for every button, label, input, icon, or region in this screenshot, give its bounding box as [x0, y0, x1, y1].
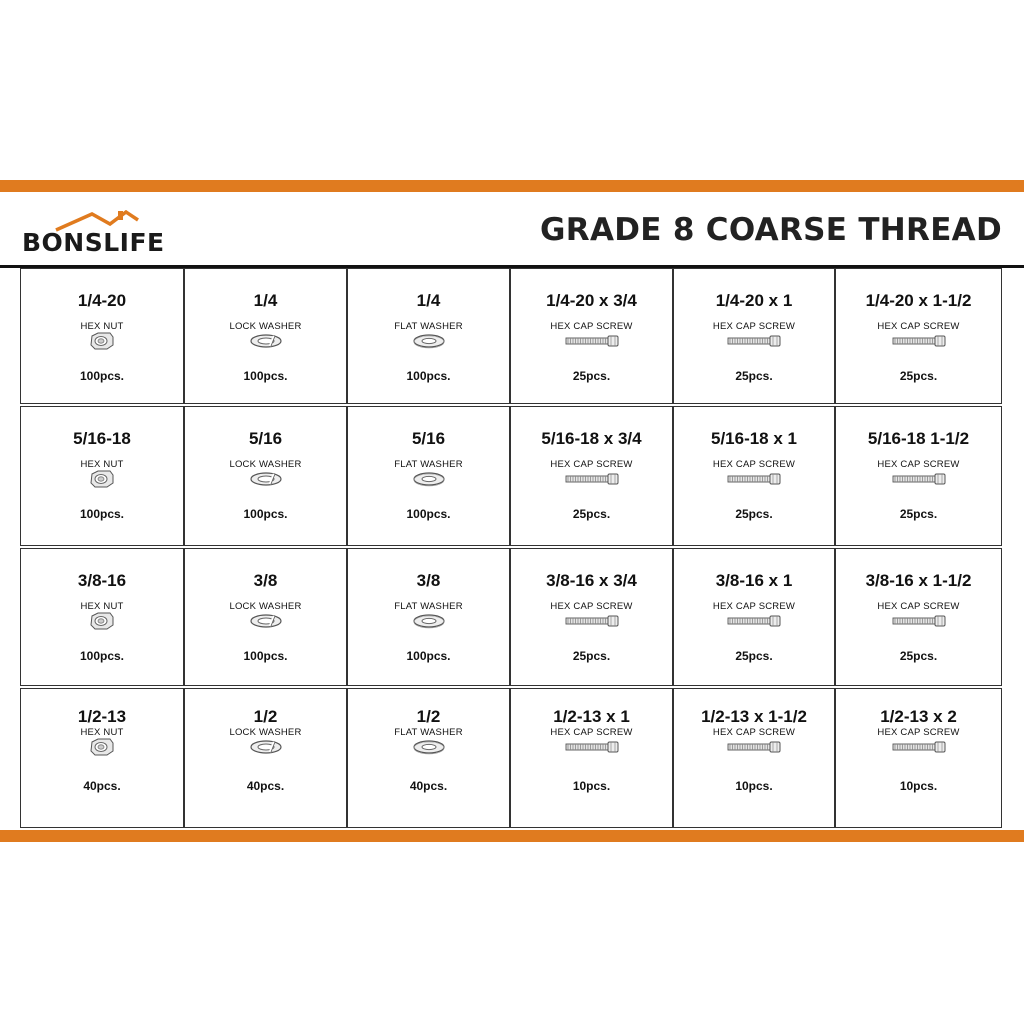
fastener-quantity: 25pcs. [572, 649, 611, 663]
fastener-type: HEX CAP SCREW [550, 601, 633, 612]
fastener-type: HEX CAP SCREW [712, 727, 796, 738]
top-accent-stripe [0, 180, 1024, 192]
fastener-cell [347, 688, 510, 828]
fastener-cell [347, 268, 510, 404]
hex-cap-screw-icon [891, 615, 947, 627]
fastener-quantity: 10pcs. [735, 779, 773, 793]
hex-cap-screw-icon [564, 741, 620, 753]
flat-washer-icon [411, 333, 447, 349]
fastener-size: 3/8-16 x 1 [715, 571, 793, 590]
fastener-cell [184, 688, 347, 828]
fastener-quantity: 25pcs. [735, 369, 773, 383]
hex-nut-icon [89, 332, 115, 350]
hex-nut-icon [89, 738, 115, 756]
fastener-cell [835, 688, 1002, 828]
fastener-size: 3/8-16 [77, 571, 127, 590]
fastener-quantity: 100pcs. [243, 507, 288, 521]
fastener-quantity: 40pcs. [246, 779, 285, 793]
fastener-size: 5/16-18 [73, 429, 131, 448]
fastener-type: HEX CAP SCREW [877, 601, 960, 612]
fastener-cell [20, 406, 184, 546]
fastener-type: LOCK WASHER [229, 727, 302, 738]
fastener-size: 1/2 [253, 707, 278, 726]
fastener-quantity: 100pcs. [243, 369, 288, 383]
fastener-quantity: 10pcs. [899, 779, 938, 793]
fastener-size: 3/8 [416, 571, 441, 590]
fastener-cell [510, 268, 673, 404]
hex-cap-screw-icon [726, 473, 782, 485]
fastener-cell [184, 268, 347, 404]
fastener-quantity: 100pcs. [79, 369, 125, 383]
fastener-type: HEX CAP SCREW [712, 459, 796, 470]
fastener-quantity: 25pcs. [899, 369, 938, 383]
fastener-type: FLAT WASHER [394, 601, 463, 612]
hex-cap-screw-icon [726, 335, 782, 347]
fastener-size: 1/4-20 x 1 [715, 291, 793, 310]
fastener-type: HEX CAP SCREW [877, 459, 960, 470]
page-title: GRADE 8 COARSE THREAD [540, 212, 1002, 248]
fastener-quantity: 10pcs. [572, 779, 611, 793]
fastener-quantity: 100pcs. [79, 507, 125, 521]
fastener-quantity: 25pcs. [899, 649, 938, 663]
fastener-type: LOCK WASHER [229, 459, 302, 470]
fastener-size: 3/8-16 x 3/4 [546, 571, 637, 590]
fastener-size: 1/4-20 [77, 291, 127, 310]
fastener-size: 5/16-18 1-1/2 [867, 429, 970, 448]
fastener-cell [835, 548, 1002, 686]
fastener-type: HEX CAP SCREW [550, 459, 633, 470]
fastener-cell [20, 268, 184, 404]
fastener-size: 1/4-20 x 1-1/2 [865, 291, 972, 310]
lock-washer-icon [248, 333, 284, 349]
lock-washer-icon [248, 613, 284, 629]
hex-cap-screw-icon [891, 335, 947, 347]
grid-row [20, 268, 1002, 404]
fastener-size: 1/2-13 x 2 [880, 707, 957, 726]
hex-cap-screw-icon [726, 615, 782, 627]
fastener-type: HEX CAP SCREW [550, 727, 633, 738]
fastener-quantity: 100pcs. [406, 507, 451, 521]
hex-cap-screw-icon [564, 335, 620, 347]
fastener-quantity: 25pcs. [735, 649, 773, 663]
fastener-size: 3/8-16 x 1-1/2 [865, 571, 972, 590]
fastener-cell [347, 548, 510, 686]
brand-logo [22, 210, 172, 260]
fastener-quantity: 100pcs. [406, 369, 451, 383]
fastener-cell [20, 688, 184, 828]
lock-washer-icon [248, 739, 284, 755]
fastener-cell [510, 548, 673, 686]
header [0, 192, 1024, 266]
fastener-type: HEX CAP SCREW [712, 601, 796, 612]
fastener-quantity: 25pcs. [899, 507, 938, 521]
hex-cap-screw-icon [726, 741, 782, 753]
fastener-cell [835, 268, 1002, 404]
hex-cap-screw-icon [891, 473, 947, 485]
fastener-size: 1/4 [416, 291, 441, 310]
hex-cap-screw-icon [891, 741, 947, 753]
fastener-cell [20, 548, 184, 686]
flat-washer-icon [411, 739, 447, 755]
fastener-cell [673, 268, 835, 404]
fastener-type: LOCK WASHER [229, 321, 302, 332]
fastener-size: 1/4 [253, 291, 278, 310]
fastener-type: FLAT WASHER [394, 459, 463, 470]
grid-row [20, 688, 1002, 828]
bottom-accent-stripe [0, 830, 1024, 842]
fastener-type: HEX NUT [80, 459, 124, 470]
grid-row [20, 406, 1002, 546]
fastener-size: 1/2-13 x 1 [553, 707, 630, 726]
fastener-size: 5/16-18 x 3/4 [541, 429, 642, 448]
fastener-size: 1/4-20 x 3/4 [546, 291, 637, 310]
hex-cap-screw-icon [564, 473, 620, 485]
fastener-size: 5/16 [248, 429, 283, 448]
flat-washer-icon [411, 613, 447, 629]
fastener-quantity: 40pcs. [409, 779, 448, 793]
fastener-cell [347, 406, 510, 546]
fastener-type: LOCK WASHER [229, 601, 302, 612]
logo-text: BONSLIFE [22, 228, 165, 257]
fastener-quantity: 25pcs. [572, 369, 611, 383]
fastener-cell [184, 548, 347, 686]
fastener-quantity: 100pcs. [243, 649, 288, 663]
fastener-cell [673, 406, 835, 546]
fastener-cell [510, 688, 673, 828]
fastener-cell [673, 688, 835, 828]
fastener-quantity: 25pcs. [572, 507, 611, 521]
hex-cap-screw-icon [564, 615, 620, 627]
fastener-quantity: 100pcs. [406, 649, 451, 663]
fastener-quantity: 25pcs. [735, 507, 773, 521]
fastener-type: FLAT WASHER [394, 321, 463, 332]
fastener-cell [673, 548, 835, 686]
fastener-type: HEX NUT [80, 727, 124, 738]
fastener-type: HEX CAP SCREW [550, 321, 633, 332]
fastener-size: 3/8 [253, 571, 278, 590]
fastener-size: 1/2 [416, 707, 441, 726]
fastener-type: HEX CAP SCREW [712, 321, 796, 332]
hex-nut-icon [89, 470, 115, 488]
fastener-type: HEX NUT [80, 321, 124, 332]
hex-nut-icon [89, 612, 115, 630]
fastener-size: 1/2-13 x 1-1/2 [701, 707, 807, 726]
fastener-type: HEX CAP SCREW [877, 727, 960, 738]
flat-washer-icon [411, 471, 447, 487]
fastener-cell [510, 406, 673, 546]
lock-washer-icon [248, 471, 284, 487]
fastener-size: 1/2-13 [77, 707, 127, 726]
grid-row [20, 548, 1002, 686]
fastener-size: 5/16 [411, 429, 446, 448]
fastener-quantity: 40pcs. [83, 779, 121, 793]
fastener-size: 5/16-18 x 1 [710, 429, 797, 448]
fastener-type: FLAT WASHER [394, 727, 463, 738]
fastener-quantity: 100pcs. [79, 649, 125, 663]
fastener-type: HEX CAP SCREW [877, 321, 960, 332]
fastener-cell [835, 406, 1002, 546]
fastener-cell [184, 406, 347, 546]
fastener-type: HEX NUT [80, 601, 124, 612]
